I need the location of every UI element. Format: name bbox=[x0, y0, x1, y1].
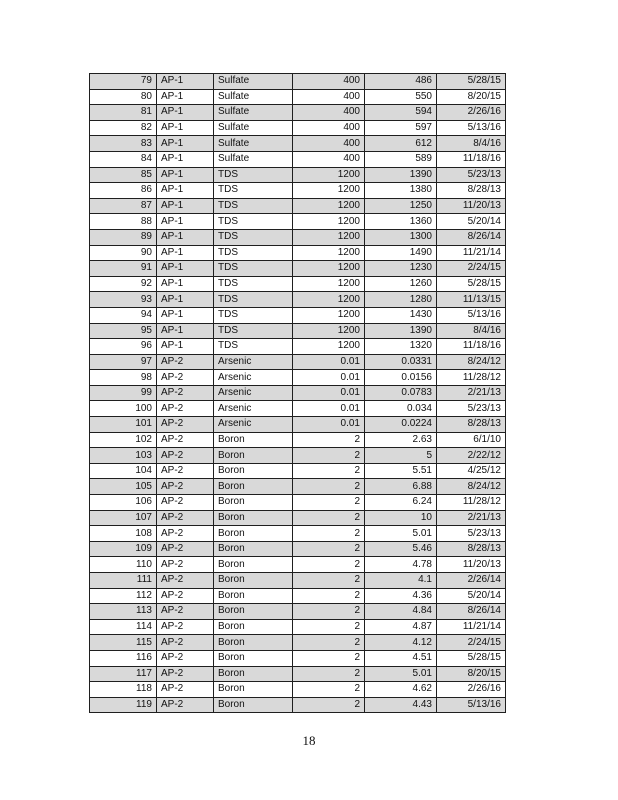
site-cell: AP-1 bbox=[157, 276, 214, 292]
table-row bbox=[90, 292, 506, 308]
limit-cell: 1200 bbox=[293, 214, 365, 230]
limit-cell: 2 bbox=[293, 541, 365, 557]
sample-number-cell: 98 bbox=[90, 370, 157, 386]
table-row bbox=[90, 307, 506, 323]
site-cell: AP-2 bbox=[157, 666, 214, 682]
table-row bbox=[90, 214, 506, 230]
site-cell: AP-1 bbox=[157, 74, 214, 90]
date-cell: 2/26/16 bbox=[437, 682, 506, 698]
site-cell: AP-2 bbox=[157, 463, 214, 479]
site-cell: AP-2 bbox=[157, 650, 214, 666]
result-cell: 0.0783 bbox=[365, 385, 437, 401]
analyte-cell: Boron bbox=[214, 541, 293, 557]
sample-number-cell: 106 bbox=[90, 495, 157, 511]
table-row bbox=[90, 323, 506, 339]
analyte-cell: TDS bbox=[214, 214, 293, 230]
limit-cell: 1200 bbox=[293, 229, 365, 245]
analyte-cell: Sulfate bbox=[214, 151, 293, 167]
site-cell: AP-1 bbox=[157, 120, 214, 136]
date-cell: 8/28/13 bbox=[437, 541, 506, 557]
sample-number-cell: 80 bbox=[90, 89, 157, 105]
analyte-cell: Boron bbox=[214, 573, 293, 589]
analyte-cell: TDS bbox=[214, 339, 293, 355]
limit-cell: 400 bbox=[293, 74, 365, 90]
table-row bbox=[90, 120, 506, 136]
limit-cell: 1200 bbox=[293, 198, 365, 214]
result-cell: 1280 bbox=[365, 292, 437, 308]
table-row bbox=[90, 463, 506, 479]
site-cell: AP-2 bbox=[157, 495, 214, 511]
result-cell: 486 bbox=[365, 74, 437, 90]
limit-cell: 2 bbox=[293, 573, 365, 589]
result-cell: 5.51 bbox=[365, 463, 437, 479]
result-cell: 4.51 bbox=[365, 650, 437, 666]
analyte-cell: Boron bbox=[214, 448, 293, 464]
result-cell: 5.46 bbox=[365, 541, 437, 557]
sample-number-cell: 90 bbox=[90, 245, 157, 261]
site-cell: AP-2 bbox=[157, 541, 214, 557]
site-cell: AP-2 bbox=[157, 401, 214, 417]
site-cell: AP-1 bbox=[157, 105, 214, 121]
sample-number-cell: 112 bbox=[90, 588, 157, 604]
sample-number-cell: 84 bbox=[90, 151, 157, 167]
result-cell: 2.63 bbox=[365, 432, 437, 448]
table-row bbox=[90, 105, 506, 121]
table-row bbox=[90, 89, 506, 105]
analyte-cell: Boron bbox=[214, 604, 293, 620]
limit-cell: 2 bbox=[293, 682, 365, 698]
result-cell: 4.1 bbox=[365, 573, 437, 589]
result-cell: 612 bbox=[365, 136, 437, 152]
sample-number-cell: 96 bbox=[90, 339, 157, 355]
analyte-cell: TDS bbox=[214, 167, 293, 183]
date-cell: 11/21/14 bbox=[437, 245, 506, 261]
site-cell: AP-1 bbox=[157, 292, 214, 308]
limit-cell: 0.01 bbox=[293, 385, 365, 401]
site-cell: AP-2 bbox=[157, 479, 214, 495]
table-row bbox=[90, 573, 506, 589]
result-cell: 4.84 bbox=[365, 604, 437, 620]
date-cell: 5/23/13 bbox=[437, 167, 506, 183]
date-cell: 8/20/15 bbox=[437, 666, 506, 682]
result-cell: 0.0156 bbox=[365, 370, 437, 386]
limit-cell: 1200 bbox=[293, 183, 365, 199]
date-cell: 5/13/16 bbox=[437, 307, 506, 323]
date-cell: 8/26/14 bbox=[437, 229, 506, 245]
analyte-cell: Boron bbox=[214, 495, 293, 511]
site-cell: AP-2 bbox=[157, 385, 214, 401]
limit-cell: 2 bbox=[293, 588, 365, 604]
date-cell: 8/24/12 bbox=[437, 354, 506, 370]
date-cell: 8/4/16 bbox=[437, 136, 506, 152]
date-cell: 11/13/15 bbox=[437, 292, 506, 308]
limit-cell: 0.01 bbox=[293, 370, 365, 386]
date-cell: 5/28/15 bbox=[437, 650, 506, 666]
date-cell: 2/24/15 bbox=[437, 635, 506, 651]
analyte-cell: Boron bbox=[214, 666, 293, 682]
analyte-cell: Boron bbox=[214, 432, 293, 448]
sample-number-cell: 104 bbox=[90, 463, 157, 479]
sample-number-cell: 92 bbox=[90, 276, 157, 292]
table-row bbox=[90, 666, 506, 682]
analyte-cell: Boron bbox=[214, 650, 293, 666]
sample-number-cell: 118 bbox=[90, 682, 157, 698]
result-cell: 4.78 bbox=[365, 557, 437, 573]
date-cell: 5/20/14 bbox=[437, 214, 506, 230]
limit-cell: 400 bbox=[293, 89, 365, 105]
result-cell: 1230 bbox=[365, 261, 437, 277]
site-cell: AP-1 bbox=[157, 214, 214, 230]
table-row bbox=[90, 541, 506, 557]
site-cell: AP-1 bbox=[157, 167, 214, 183]
analyte-cell: Boron bbox=[214, 510, 293, 526]
sample-number-cell: 88 bbox=[90, 214, 157, 230]
limit-cell: 1200 bbox=[293, 323, 365, 339]
table-row bbox=[90, 151, 506, 167]
analyte-cell: Sulfate bbox=[214, 136, 293, 152]
table-row bbox=[90, 276, 506, 292]
limit-cell: 1200 bbox=[293, 292, 365, 308]
limit-cell: 2 bbox=[293, 526, 365, 542]
limit-cell: 2 bbox=[293, 666, 365, 682]
limit-cell: 1200 bbox=[293, 307, 365, 323]
sample-number-cell: 103 bbox=[90, 448, 157, 464]
sample-number-cell: 99 bbox=[90, 385, 157, 401]
table-row bbox=[90, 557, 506, 573]
table-row bbox=[90, 432, 506, 448]
sample-number-cell: 97 bbox=[90, 354, 157, 370]
result-cell: 5.01 bbox=[365, 666, 437, 682]
results-table-body bbox=[90, 74, 506, 713]
analyte-cell: TDS bbox=[214, 307, 293, 323]
limit-cell: 400 bbox=[293, 151, 365, 167]
table-row bbox=[90, 510, 506, 526]
result-cell: 5 bbox=[365, 448, 437, 464]
limit-cell: 2 bbox=[293, 697, 365, 713]
analyte-cell: Boron bbox=[214, 619, 293, 635]
limit-cell: 2 bbox=[293, 619, 365, 635]
sample-number-cell: 108 bbox=[90, 526, 157, 542]
limit-cell: 0.01 bbox=[293, 354, 365, 370]
date-cell: 11/20/13 bbox=[437, 198, 506, 214]
date-cell: 2/26/14 bbox=[437, 573, 506, 589]
date-cell: 2/21/13 bbox=[437, 385, 506, 401]
analyte-cell: Boron bbox=[214, 682, 293, 698]
date-cell: 8/28/13 bbox=[437, 183, 506, 199]
table-row bbox=[90, 183, 506, 199]
date-cell: 8/26/14 bbox=[437, 604, 506, 620]
analyte-cell: Boron bbox=[214, 588, 293, 604]
date-cell: 11/18/16 bbox=[437, 339, 506, 355]
result-cell: 1300 bbox=[365, 229, 437, 245]
limit-cell: 0.01 bbox=[293, 417, 365, 433]
date-cell: 11/20/13 bbox=[437, 557, 506, 573]
analyte-cell: Arsenic bbox=[214, 417, 293, 433]
analyte-cell: TDS bbox=[214, 323, 293, 339]
site-cell: AP-2 bbox=[157, 510, 214, 526]
result-cell: 4.43 bbox=[365, 697, 437, 713]
table-row bbox=[90, 495, 506, 511]
limit-cell: 400 bbox=[293, 105, 365, 121]
limit-cell: 1200 bbox=[293, 276, 365, 292]
table-row bbox=[90, 417, 506, 433]
site-cell: AP-1 bbox=[157, 136, 214, 152]
sample-number-cell: 89 bbox=[90, 229, 157, 245]
table-row bbox=[90, 697, 506, 713]
result-cell: 1380 bbox=[365, 183, 437, 199]
analyte-cell: Sulfate bbox=[214, 105, 293, 121]
site-cell: AP-2 bbox=[157, 697, 214, 713]
analyte-cell: TDS bbox=[214, 183, 293, 199]
site-cell: AP-1 bbox=[157, 261, 214, 277]
page-number: 18 bbox=[302, 733, 316, 748]
limit-cell: 400 bbox=[293, 136, 365, 152]
result-cell: 550 bbox=[365, 89, 437, 105]
analyte-cell: TDS bbox=[214, 198, 293, 214]
result-cell: 0.0224 bbox=[365, 417, 437, 433]
sample-number-cell: 83 bbox=[90, 136, 157, 152]
table-row bbox=[90, 370, 506, 386]
analyte-cell: Arsenic bbox=[214, 370, 293, 386]
result-cell: 1430 bbox=[365, 307, 437, 323]
date-cell: 11/18/16 bbox=[437, 151, 506, 167]
table-row bbox=[90, 401, 506, 417]
date-cell: 11/21/14 bbox=[437, 619, 506, 635]
result-cell: 6.24 bbox=[365, 495, 437, 511]
sample-number-cell: 111 bbox=[90, 573, 157, 589]
limit-cell: 2 bbox=[293, 432, 365, 448]
analyte-cell: Boron bbox=[214, 526, 293, 542]
site-cell: AP-2 bbox=[157, 526, 214, 542]
limit-cell: 0.01 bbox=[293, 401, 365, 417]
table-row bbox=[90, 604, 506, 620]
sample-number-cell: 110 bbox=[90, 557, 157, 573]
date-cell: 5/20/14 bbox=[437, 588, 506, 604]
result-cell: 1390 bbox=[365, 167, 437, 183]
date-cell: 2/24/15 bbox=[437, 261, 506, 277]
sample-number-cell: 100 bbox=[90, 401, 157, 417]
table-row bbox=[90, 385, 506, 401]
table-row bbox=[90, 198, 506, 214]
limit-cell: 1200 bbox=[293, 167, 365, 183]
result-cell: 4.36 bbox=[365, 588, 437, 604]
results-table bbox=[89, 73, 506, 713]
sample-number-cell: 119 bbox=[90, 697, 157, 713]
site-cell: AP-2 bbox=[157, 448, 214, 464]
table-row bbox=[90, 619, 506, 635]
date-cell: 5/23/13 bbox=[437, 401, 506, 417]
limit-cell: 2 bbox=[293, 510, 365, 526]
limit-cell: 2 bbox=[293, 463, 365, 479]
limit-cell: 2 bbox=[293, 495, 365, 511]
table-row bbox=[90, 74, 506, 90]
analyte-cell: Sulfate bbox=[214, 89, 293, 105]
result-cell: 4.12 bbox=[365, 635, 437, 651]
result-cell: 0.034 bbox=[365, 401, 437, 417]
sample-number-cell: 101 bbox=[90, 417, 157, 433]
table-row bbox=[90, 229, 506, 245]
site-cell: AP-2 bbox=[157, 417, 214, 433]
result-cell: 0.0331 bbox=[365, 354, 437, 370]
sample-number-cell: 116 bbox=[90, 650, 157, 666]
sample-number-cell: 95 bbox=[90, 323, 157, 339]
site-cell: AP-1 bbox=[157, 198, 214, 214]
sample-number-cell: 105 bbox=[90, 479, 157, 495]
limit-cell: 2 bbox=[293, 557, 365, 573]
sample-number-cell: 107 bbox=[90, 510, 157, 526]
site-cell: AP-1 bbox=[157, 183, 214, 199]
limit-cell: 2 bbox=[293, 650, 365, 666]
site-cell: AP-2 bbox=[157, 635, 214, 651]
analyte-cell: Arsenic bbox=[214, 354, 293, 370]
date-cell: 8/4/16 bbox=[437, 323, 506, 339]
analyte-cell: Arsenic bbox=[214, 401, 293, 417]
sample-number-cell: 91 bbox=[90, 261, 157, 277]
site-cell: AP-2 bbox=[157, 619, 214, 635]
result-cell: 1250 bbox=[365, 198, 437, 214]
result-cell: 6.88 bbox=[365, 479, 437, 495]
date-cell: 5/13/16 bbox=[437, 120, 506, 136]
date-cell: 8/28/13 bbox=[437, 417, 506, 433]
site-cell: AP-2 bbox=[157, 557, 214, 573]
sample-number-cell: 87 bbox=[90, 198, 157, 214]
table-row bbox=[90, 526, 506, 542]
sample-number-cell: 102 bbox=[90, 432, 157, 448]
analyte-cell: TDS bbox=[214, 229, 293, 245]
analyte-cell: Boron bbox=[214, 635, 293, 651]
limit-cell: 1200 bbox=[293, 339, 365, 355]
site-cell: AP-1 bbox=[157, 151, 214, 167]
sample-number-cell: 109 bbox=[90, 541, 157, 557]
sample-number-cell: 114 bbox=[90, 619, 157, 635]
site-cell: AP-2 bbox=[157, 588, 214, 604]
date-cell: 2/21/13 bbox=[437, 510, 506, 526]
date-cell: 6/1/10 bbox=[437, 432, 506, 448]
limit-cell: 1200 bbox=[293, 261, 365, 277]
analyte-cell: Boron bbox=[214, 697, 293, 713]
date-cell: 11/28/12 bbox=[437, 370, 506, 386]
limit-cell: 2 bbox=[293, 448, 365, 464]
result-cell: 1360 bbox=[365, 214, 437, 230]
analyte-cell: TDS bbox=[214, 276, 293, 292]
analyte-cell: Boron bbox=[214, 479, 293, 495]
limit-cell: 400 bbox=[293, 120, 365, 136]
table-row bbox=[90, 635, 506, 651]
analyte-cell: Arsenic bbox=[214, 385, 293, 401]
date-cell: 5/13/16 bbox=[437, 697, 506, 713]
date-cell: 2/26/16 bbox=[437, 105, 506, 121]
result-cell: 1390 bbox=[365, 323, 437, 339]
sample-number-cell: 115 bbox=[90, 635, 157, 651]
sample-number-cell: 93 bbox=[90, 292, 157, 308]
sample-number-cell: 85 bbox=[90, 167, 157, 183]
result-cell: 10 bbox=[365, 510, 437, 526]
sample-number-cell: 113 bbox=[90, 604, 157, 620]
site-cell: AP-2 bbox=[157, 604, 214, 620]
sample-number-cell: 86 bbox=[90, 183, 157, 199]
date-cell: 5/23/13 bbox=[437, 526, 506, 542]
date-cell: 5/28/15 bbox=[437, 74, 506, 90]
date-cell: 8/20/15 bbox=[437, 89, 506, 105]
table-row bbox=[90, 261, 506, 277]
analyte-cell: Boron bbox=[214, 463, 293, 479]
table-row bbox=[90, 339, 506, 355]
site-cell: AP-2 bbox=[157, 432, 214, 448]
table-row bbox=[90, 650, 506, 666]
site-cell: AP-2 bbox=[157, 682, 214, 698]
analyte-cell: Boron bbox=[214, 557, 293, 573]
analyte-cell: Sulfate bbox=[214, 120, 293, 136]
analyte-cell: TDS bbox=[214, 245, 293, 261]
limit-cell: 1200 bbox=[293, 245, 365, 261]
date-cell: 11/28/12 bbox=[437, 495, 506, 511]
analyte-cell: TDS bbox=[214, 292, 293, 308]
sample-number-cell: 82 bbox=[90, 120, 157, 136]
table-row bbox=[90, 167, 506, 183]
site-cell: AP-1 bbox=[157, 245, 214, 261]
limit-cell: 2 bbox=[293, 635, 365, 651]
table-row bbox=[90, 479, 506, 495]
result-cell: 594 bbox=[365, 105, 437, 121]
date-cell: 4/25/12 bbox=[437, 463, 506, 479]
result-cell: 597 bbox=[365, 120, 437, 136]
site-cell: AP-1 bbox=[157, 323, 214, 339]
site-cell: AP-2 bbox=[157, 370, 214, 386]
result-cell: 4.62 bbox=[365, 682, 437, 698]
table-row bbox=[90, 136, 506, 152]
result-cell: 589 bbox=[365, 151, 437, 167]
site-cell: AP-2 bbox=[157, 354, 214, 370]
table-row bbox=[90, 354, 506, 370]
sample-number-cell: 94 bbox=[90, 307, 157, 323]
site-cell: AP-1 bbox=[157, 307, 214, 323]
result-cell: 4.87 bbox=[365, 619, 437, 635]
site-cell: AP-1 bbox=[157, 339, 214, 355]
result-cell: 1320 bbox=[365, 339, 437, 355]
sample-number-cell: 117 bbox=[90, 666, 157, 682]
site-cell: AP-1 bbox=[157, 89, 214, 105]
result-cell: 1260 bbox=[365, 276, 437, 292]
result-cell: 5.01 bbox=[365, 526, 437, 542]
date-cell: 2/22/12 bbox=[437, 448, 506, 464]
sample-number-cell: 81 bbox=[90, 105, 157, 121]
table-row bbox=[90, 448, 506, 464]
analyte-cell: TDS bbox=[214, 261, 293, 277]
limit-cell: 2 bbox=[293, 604, 365, 620]
date-cell: 8/24/12 bbox=[437, 479, 506, 495]
limit-cell: 2 bbox=[293, 479, 365, 495]
table-row bbox=[90, 588, 506, 604]
site-cell: AP-2 bbox=[157, 573, 214, 589]
result-cell: 1490 bbox=[365, 245, 437, 261]
table-row bbox=[90, 682, 506, 698]
sample-number-cell: 79 bbox=[90, 74, 157, 90]
table-row bbox=[90, 245, 506, 261]
analyte-cell: Sulfate bbox=[214, 74, 293, 90]
site-cell: AP-1 bbox=[157, 229, 214, 245]
date-cell: 5/28/15 bbox=[437, 276, 506, 292]
